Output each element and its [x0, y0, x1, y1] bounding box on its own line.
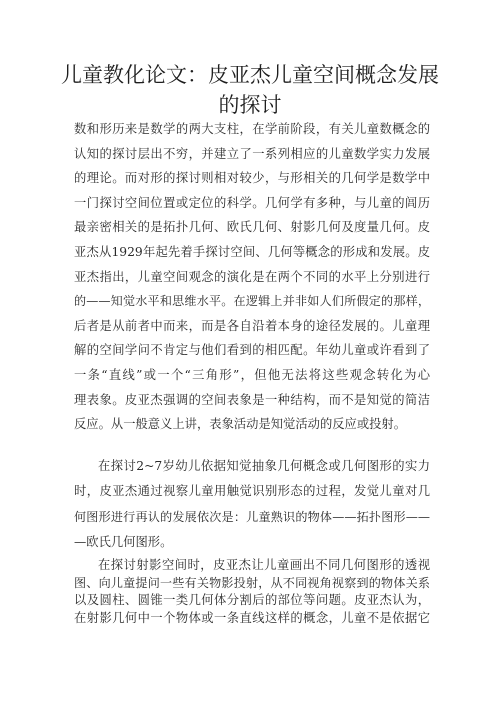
text-line: 最亲密相关的是拓扑几何、欧氏几何、射影几何及度量几何。皮	[74, 220, 430, 235]
text-line: 亚杰指出，儿童空间观念的演化是在两个不同的水平上分别进行	[74, 269, 430, 284]
text-line: 以及圆柱、圆锥一类几何体分割后的部位等问题。皮亚杰认为，	[74, 593, 430, 608]
title-line: 的探讨	[218, 93, 282, 117]
text-line: 理表象。皮亚杰强调的空间表象是一种结构，而不是知觉的简洁	[74, 392, 430, 407]
text-line: 一门探讨空间位置或定位的科学。几何学有多种，与儿童的闾历	[74, 195, 430, 210]
document-title	[60, 60, 440, 120]
text-line: 何图形进行再认的发展依次是：儿童熟识的物体——拓扑图形——	[74, 509, 430, 524]
text-line: 后者是从前者中而来，而是各自沿着本身的途径发展的。儿童理	[74, 318, 430, 333]
paragraph-1	[74, 117, 430, 437]
text-line: 时，皮亚杰通过视察儿童用触觉识别形态的过程，发觉儿童对几	[74, 484, 430, 499]
text-line: 图、向儿童提问一些有关物影投射，从不同视角视察到的物体关系	[74, 575, 430, 590]
text-line: 的——知觉水平和思维水平。在逻辑上并非如人们所假定的那样，	[74, 294, 430, 309]
text-line: 数和形历来是数学的两大支柱，在学前阶段，有关儿童数概念的	[74, 122, 430, 136]
text-line: 一条“直线”或一个“三角形”，但他无法将这些观念转化为心	[74, 367, 430, 382]
text-line: 的理论。而对形的探讨则相对较少，与形相关的几何学是数学中	[74, 171, 430, 186]
text-line: 在探讨2~7岁幼儿依据知觉抽象几何概念或几何图形的实力	[98, 459, 430, 473]
text-line: 在射影几何中一个物体或一条直线这样的概念，儿童不是依据它	[74, 611, 430, 626]
text-line: 认知的探讨层出不穷，并建立了一系列相应的儿童数学实力发展	[74, 146, 430, 161]
text-line: 亚杰从1929年起先着手探讨空间、几何等概念的形成和发展。皮	[74, 244, 430, 259]
title-line: 儿童教化论文：皮亚杰儿童空间概念发展	[61, 63, 439, 87]
text-line: 在探讨射影空间时，皮亚杰让儿童画出不同几何图形的透视	[98, 558, 430, 572]
text-line: 解的空间学问不肯定与他们看到的相匹配。年幼儿童或许看到了	[74, 343, 430, 358]
paragraph-3	[74, 557, 430, 628]
paragraph-2	[74, 454, 430, 556]
text-line: 反应。从一般意义上讲，表象活动是知觉活动的反应或投射。	[74, 417, 407, 432]
text-line: —欧氏几何图形。	[74, 535, 173, 550]
